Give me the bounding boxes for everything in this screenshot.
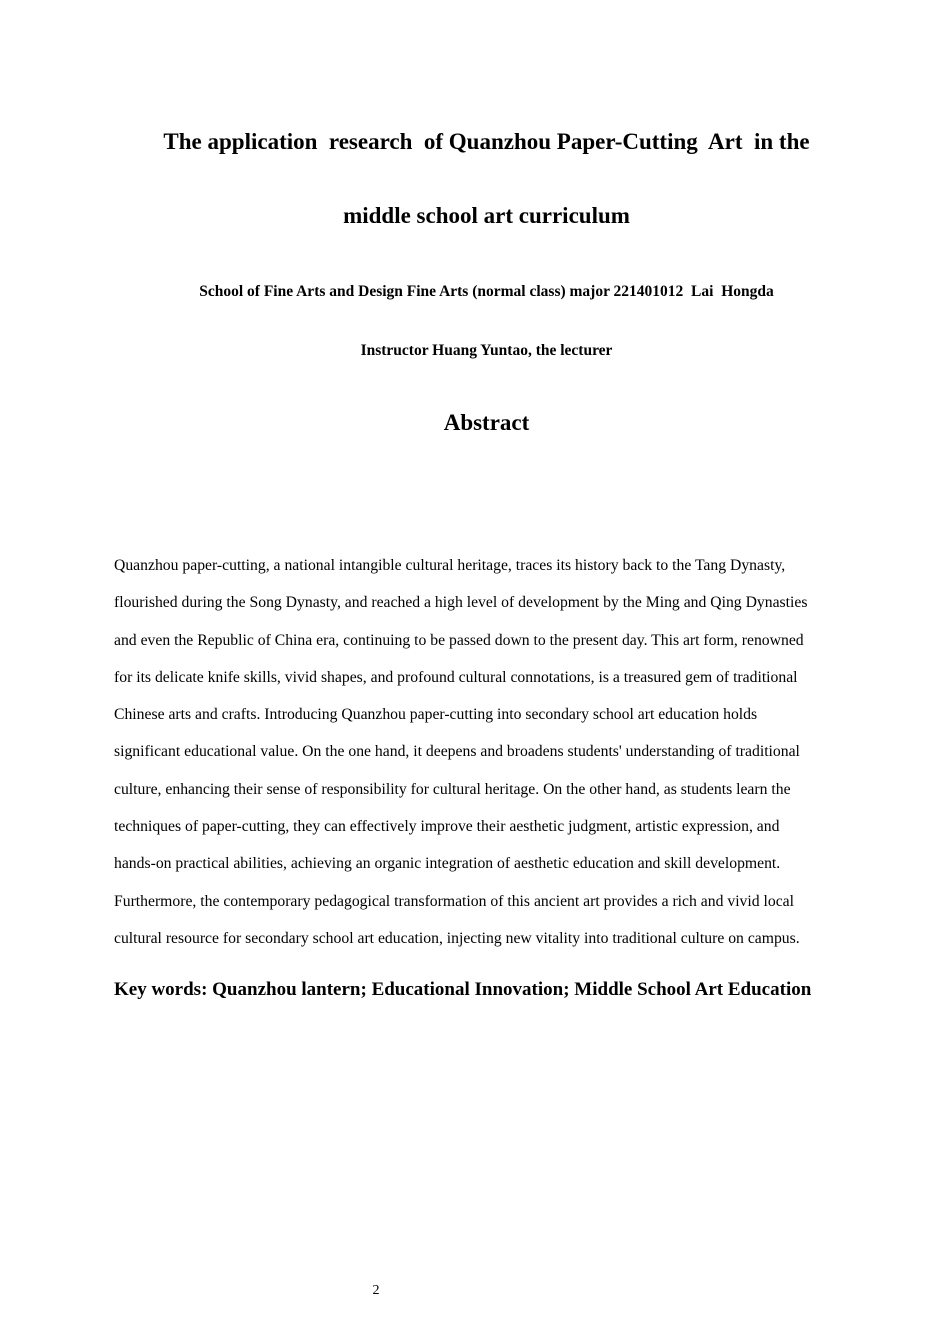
- paper-title-line-2: middle school art curriculum: [343, 203, 630, 228]
- abstract-line: Furthermore, the contemporary pedagogical transformation of this ancient art provides a rich and vivid local: [114, 892, 795, 910]
- abstract-line: cultural resource for secondary school art education, injecting new vitality into traditional culture on campus.: [114, 929, 800, 947]
- instructor-line: Instructor Huang Yuntao, the lecturer: [360, 342, 613, 359]
- page-number: 2: [372, 1283, 380, 1298]
- abstract-line: and even the Republic of China era, continuing to be passed down to the present day. This art form, renowned: [114, 631, 804, 649]
- paper-title-line-1: The application research of Quanzhou Paper-Cutting Art in the: [163, 129, 810, 154]
- abstract-line: for its delicate knife skills, vivid shapes, and profound cultural connotations, is a treasured gem of traditional: [114, 668, 798, 686]
- author-affiliation: School of Fine Arts and Design Fine Arts (normal class) major 221401012 Lai Hongda: [199, 283, 774, 300]
- abstract-heading: Abstract: [443, 410, 530, 435]
- abstract-line: significant educational value. On the one hand, it deepens and broadens students' understanding of traditional: [114, 743, 800, 761]
- abstract-line: flourished during the Song Dynasty, and reached a high level of development by the Ming and Qing Dynasties: [114, 594, 808, 612]
- abstract-body: [114, 547, 874, 957]
- abstract-line: Quanzhou paper-cutting, a national intangible cultural heritage, traces its history back to the Tang Dynasty,: [114, 557, 786, 574]
- abstract-line: Chinese arts and crafts. Introducing Quanzhou paper-cutting into secondary school art education holds: [114, 706, 758, 724]
- abstract-line: culture, enhancing their sense of responsibility for cultural heritage. On the other hand, as students learn the: [114, 780, 791, 798]
- keywords-line: Key words: Quanzhou lantern; Educational Innovation; Middle School Art Education: [114, 979, 812, 1000]
- abstract-line: hands-on practical abilities, achieving an organic integration of aesthetic education and skill development.: [114, 855, 781, 873]
- abstract-line: techniques of paper-cutting, they can effectively improve their aesthetic judgment, artistic expression, and: [114, 818, 780, 836]
